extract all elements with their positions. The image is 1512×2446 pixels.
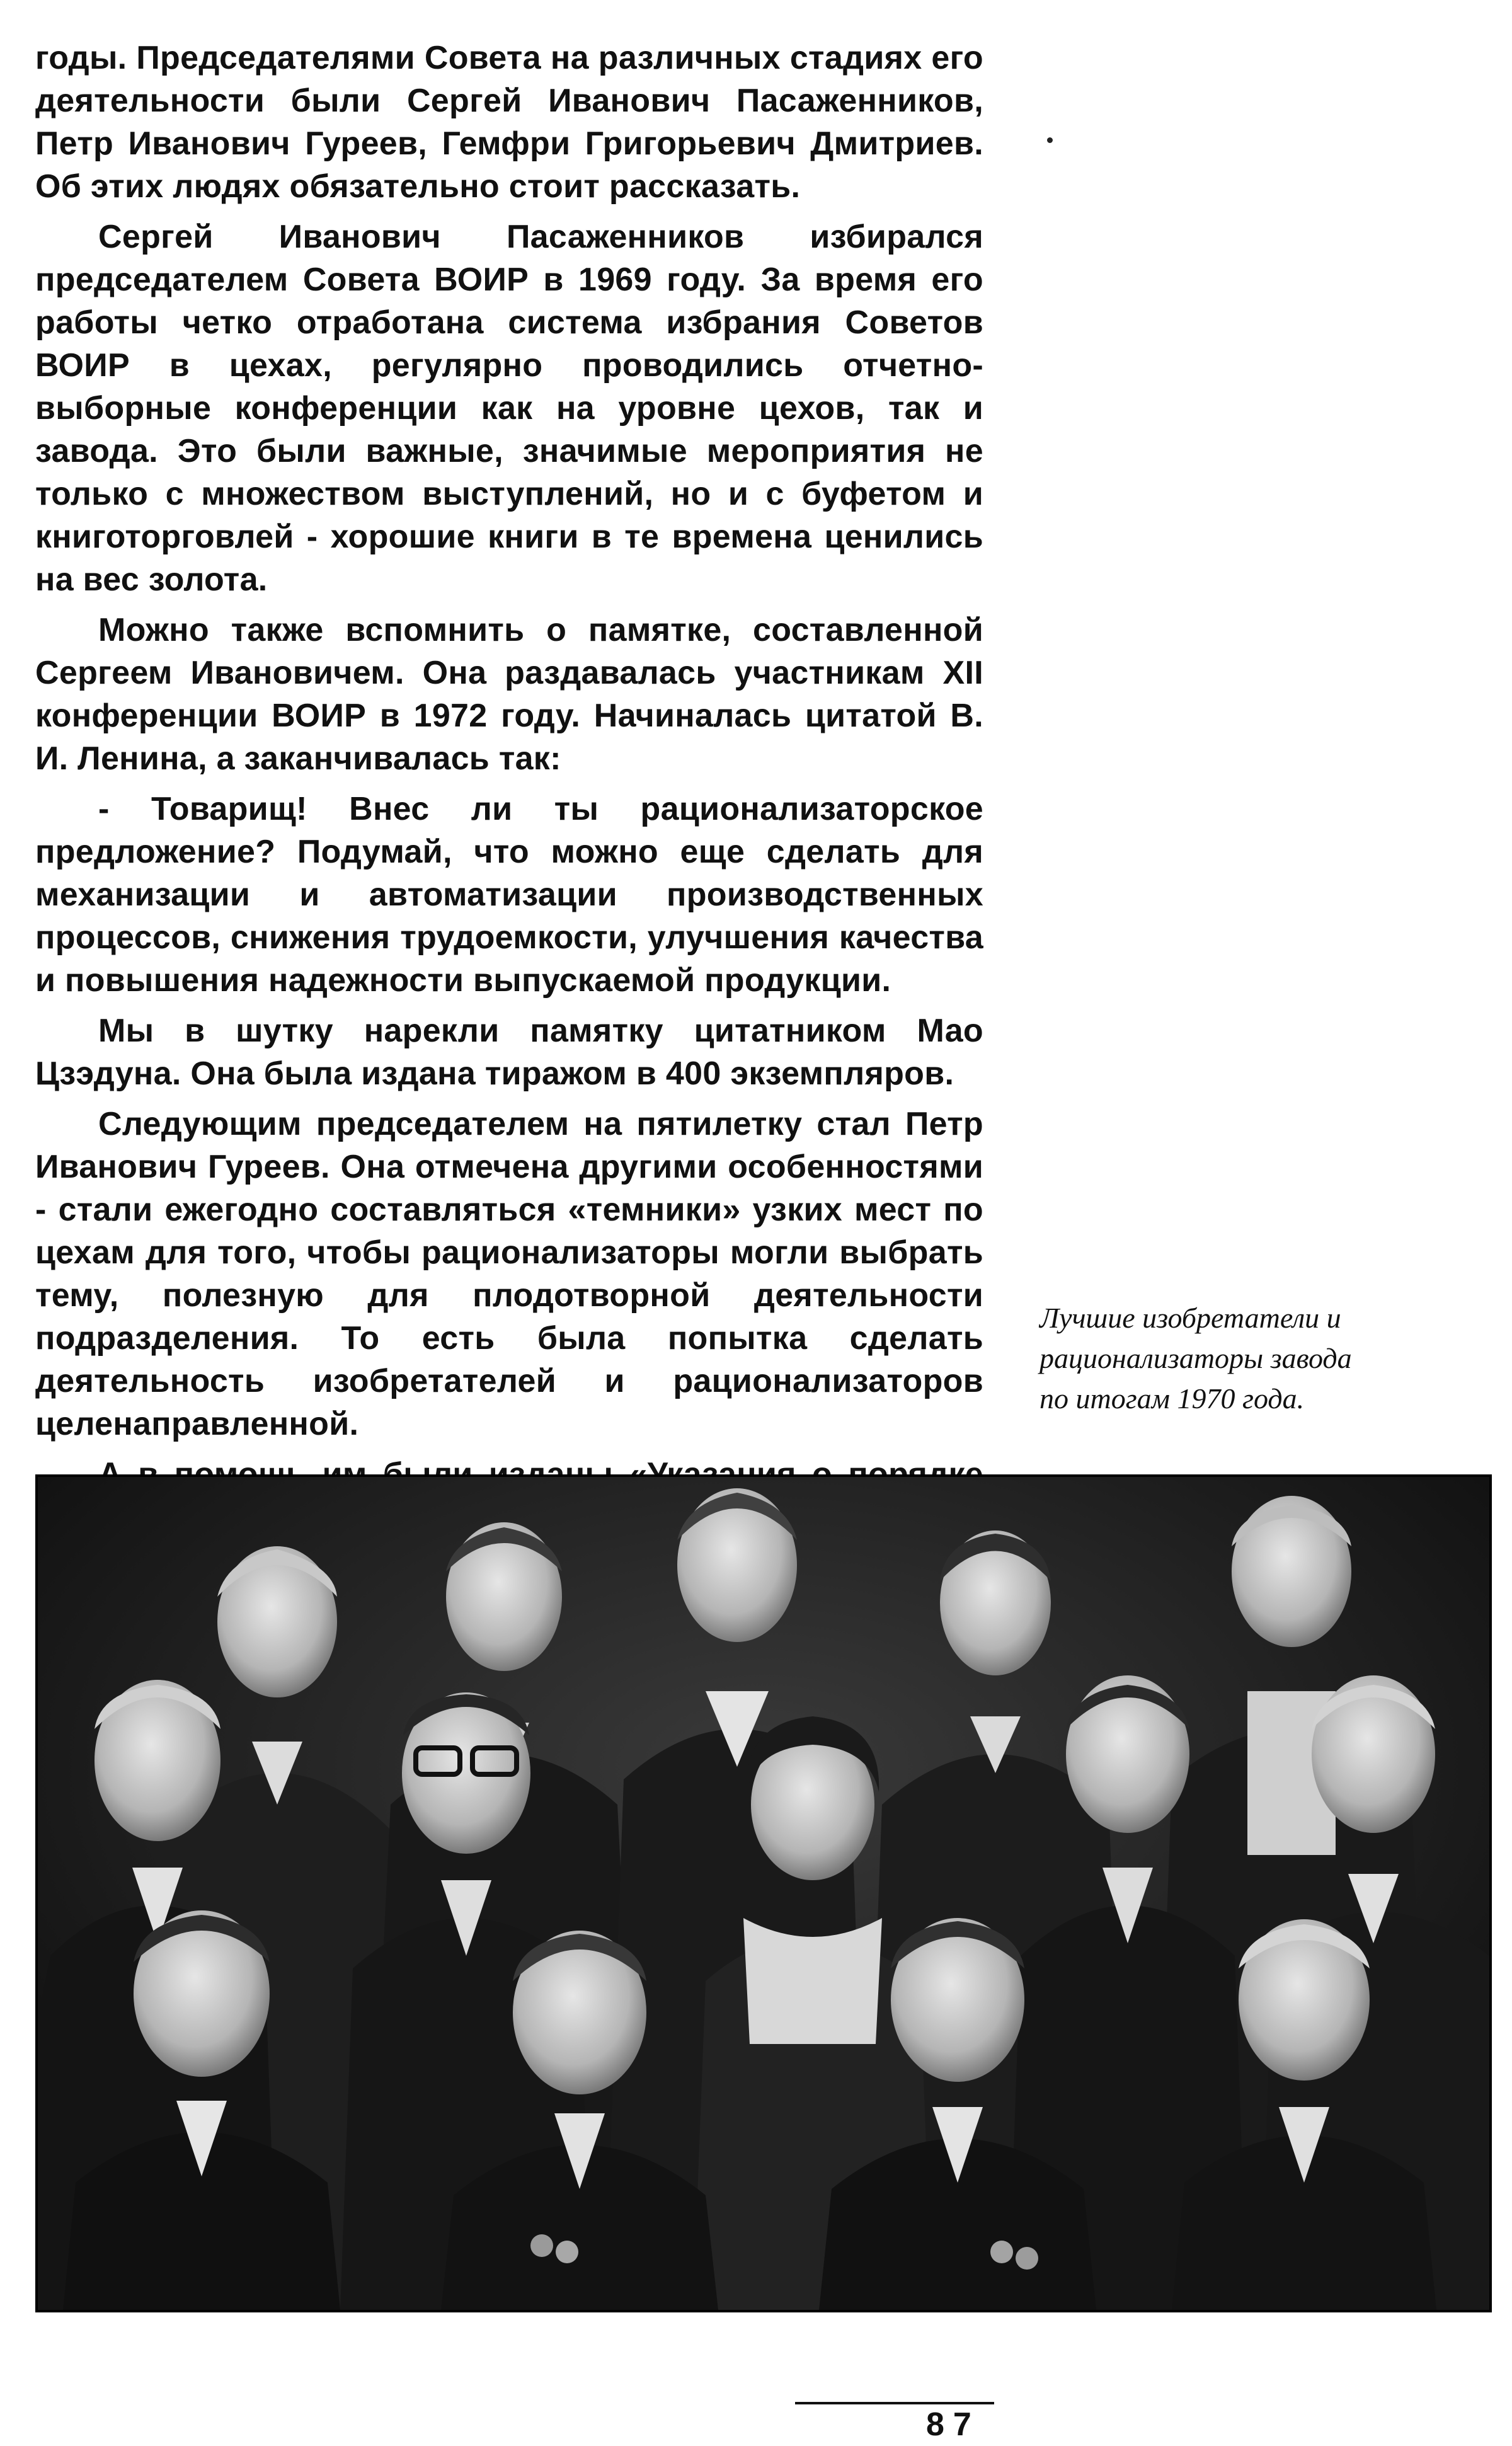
paragraph-2: Сергей Иванович Пасаженников избирался председателем Совета ВОИР в 1969 году. За время его работы четко отработана система избрания Советов ВОИР в цехах, регулярно проводились отчетно-выборные конференции как на уровне цехов, так и завода. Это были важные, значимые мероприятия не только с множеством выступлений, но и с буфетом и книготорговлей - хорошие книги в те времена ценились на вес золота. bbox=[35, 219, 983, 598]
paragraph-5: Мы в шутку нарекли памятку цитатником Мао Цзэдуна. Она была издана тиражом в 400 экземпляров. bbox=[35, 1013, 983, 1092]
page-number: 87 bbox=[926, 2406, 980, 2443]
paragraph-1: годы. Председателями Совета на различных стадиях его деятельности были Сергей Иванович Пасаженников, Петр Иванович Гуреев, Гемфри Григорьевич Дмитриев. Об этих людях обязательно стоит рассказать. bbox=[35, 40, 983, 205]
paragraph-3: Можно также вспомнить о памятке, составленной Сергеем Ивановичем. Она раздавалась участникам XII конференции ВОИР в 1972 году. Начиналась цитатой В. И. Ленина, а заканчивалась так: bbox=[35, 612, 983, 777]
group-photo bbox=[35, 1474, 1492, 2312]
paragraph-4-quote: - Товарищ! Внес ли ты рационализаторское предложение? Подумай, что можно еще сделать для механизации и автоматизации производственных процессов, снижения трудоемкости, улучшения качества и повышения надежности выпускаемой продукции. bbox=[35, 791, 983, 999]
caption-line-2: рационализаторы завода bbox=[1040, 1342, 1352, 1374]
article-text bbox=[35, 37, 983, 1539]
photo-caption bbox=[1040, 1298, 1493, 1419]
caption-line-1: Лучшие изобретатели и bbox=[1040, 1302, 1341, 1334]
paragraph-6: Следующим председателем на пятилетку стал Петр Иванович Гуреев. Она отмечена другими особенностями - стали ежегодно составляться «темники» узких мест по цехам для того, чтобы рационализаторы могли выбрать тему, полезную для плодотворной деятельности подразделения. То есть была попытка сделать деятельность изобретателей и рационализаторов целенаправленной. bbox=[35, 1106, 983, 1442]
print-speck bbox=[1047, 137, 1053, 143]
footer-rule bbox=[795, 2402, 994, 2404]
group-photo-illustration bbox=[38, 1477, 1489, 2310]
caption-line-3: по итогам 1970 года. bbox=[1040, 1382, 1305, 1415]
